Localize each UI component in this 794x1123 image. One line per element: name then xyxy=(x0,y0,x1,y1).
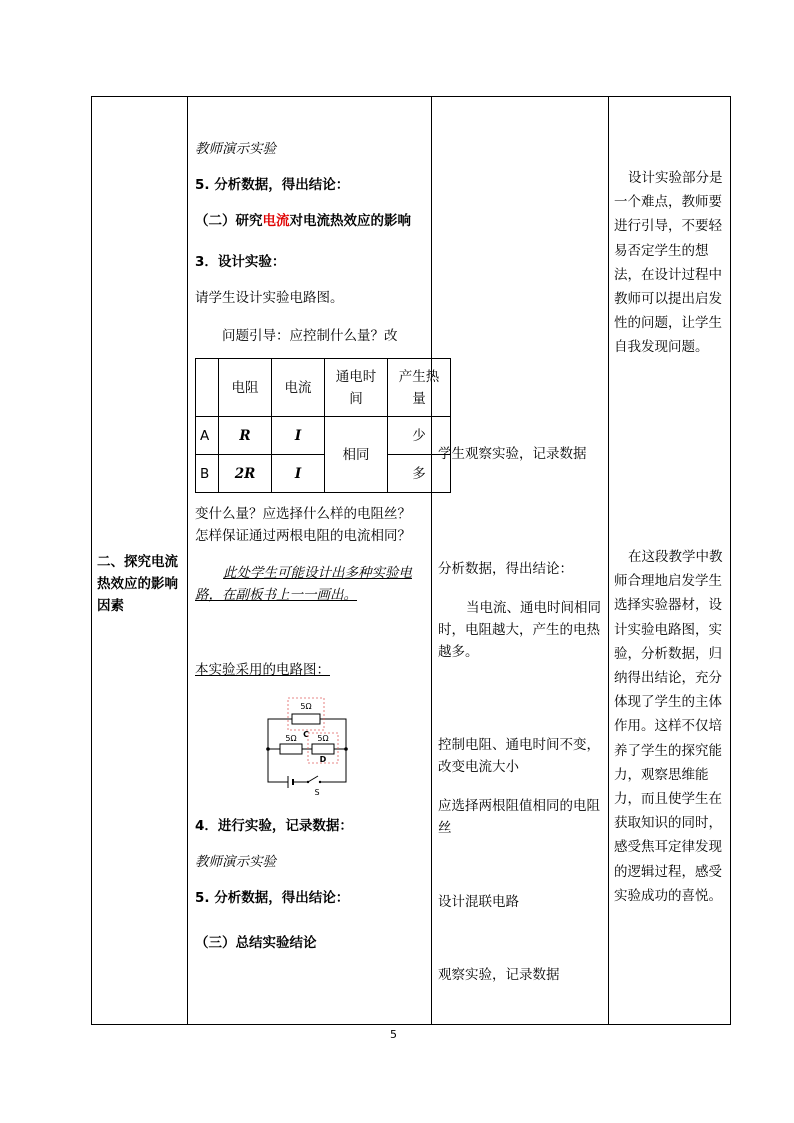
student-analyze: 分析数据，得出结论： xyxy=(438,561,573,577)
resistor-c-icon xyxy=(292,714,320,724)
table-row xyxy=(196,417,451,455)
section-title: 二、探究电流热效应的影响因素 xyxy=(97,554,178,614)
junction-dot xyxy=(266,747,270,751)
switch-icon xyxy=(319,781,321,783)
design-note: 设计实验部分是一个难点，教师要进行引导，不要轻易否定学生的想法，在设计过程中教师可以提出启发性的问题，让学生自我发现问题。 xyxy=(614,170,723,356)
teacher-demo-label: 教师演示实验 xyxy=(195,854,276,870)
resistor-d-name: D xyxy=(319,755,327,764)
student-control: 控制电阻、通电时间不变，改变电流大小 xyxy=(438,737,600,775)
design-prompt: 请学生设计实验电路图。 xyxy=(195,290,344,306)
part2-suffix: 对电流热效应的影响 xyxy=(289,213,411,229)
step4-heading: 4．进行实验，记录数据： xyxy=(195,818,353,834)
row-heat: 多 xyxy=(388,455,451,493)
row-label: B xyxy=(196,455,219,493)
teaching-note: 在这段教学中教师合理地启发学生选择实验器材，设计实验电路图，实验，分析数据，归纳得出结论，充分体现了学生的主体作用。这样不仅培养了学生的探究能力，观察思维能力，而且使学生在获取知识的同时，感受焦耳定律发现的逻辑过程，感受实验成功的喜悦。 xyxy=(614,549,723,904)
column-divider xyxy=(608,96,609,1025)
switch-icon xyxy=(308,776,318,782)
circuit-caption: 本实验采用的电路图： xyxy=(195,662,330,678)
resistor-d-value: 5Ω xyxy=(317,734,329,743)
question-lead: 问题引导：应控制什么量？改 xyxy=(222,328,398,344)
experiment-table xyxy=(195,358,451,493)
row-current: I xyxy=(272,417,325,455)
resistor-c-name: C xyxy=(303,730,309,739)
row-resistance: R xyxy=(219,417,272,455)
resistor-d-icon xyxy=(312,744,334,754)
resistor-left-icon xyxy=(280,744,302,754)
student-design: 设计混联电路 xyxy=(438,894,519,910)
table-header-current: 电流 xyxy=(272,359,325,417)
question-continued: 怎样保证通过两根电阻的电流相同？ xyxy=(195,528,411,544)
page-number: 5 xyxy=(390,1028,397,1041)
row-heat: 少 xyxy=(388,417,451,455)
junction-dot xyxy=(344,747,348,751)
row-current: I xyxy=(272,455,325,493)
row-label: A xyxy=(196,417,219,455)
row-resistance: 2R xyxy=(219,455,272,493)
part2-prefix: （二）研究 xyxy=(195,213,263,229)
column-divider xyxy=(187,96,188,1025)
step5-heading: 5. 分析数据，得出结论： xyxy=(195,890,350,906)
step3-heading: 3．设计实验： xyxy=(195,254,286,270)
part2-heading xyxy=(195,212,411,230)
student-choose: 应选择两根阻值相同的电阻丝 xyxy=(438,798,600,836)
column-divider xyxy=(431,96,432,1025)
resistor-c-value: 5Ω xyxy=(300,702,312,711)
table-header-time: 通电时间 xyxy=(325,359,388,417)
part2-highlight: 电流 xyxy=(262,213,290,229)
switch-name: S xyxy=(314,788,320,797)
table-row xyxy=(196,455,451,493)
row-time-shared: 相同 xyxy=(325,417,388,493)
teacher-demo-label: 教师演示实验 xyxy=(195,141,276,157)
step5-heading: 5. 分析数据，得出结论： xyxy=(195,177,350,193)
table-header-resistance: 电阻 xyxy=(219,359,272,417)
resistor-left-value: 5Ω xyxy=(285,734,297,743)
table-header-empty xyxy=(196,359,219,417)
teacher-note: 此处学生可能设计出多种实验电路，在副板书上一一画出。 xyxy=(195,565,412,603)
part3-heading: （三）总结实验结论 xyxy=(195,935,317,951)
student-observe: 学生观察实验，记录数据 xyxy=(438,446,587,462)
question-continued: 变什么量？应选择什么样的电阻丝？ xyxy=(195,506,411,522)
student-conclusion: 当电流、通电时间相同时，电阻越大，产生的电热越多。 xyxy=(438,600,601,660)
circuit-diagram xyxy=(258,697,353,797)
student-observe: 观察实验，记录数据 xyxy=(438,967,560,983)
table-header-heat: 产生热量 xyxy=(388,359,451,417)
